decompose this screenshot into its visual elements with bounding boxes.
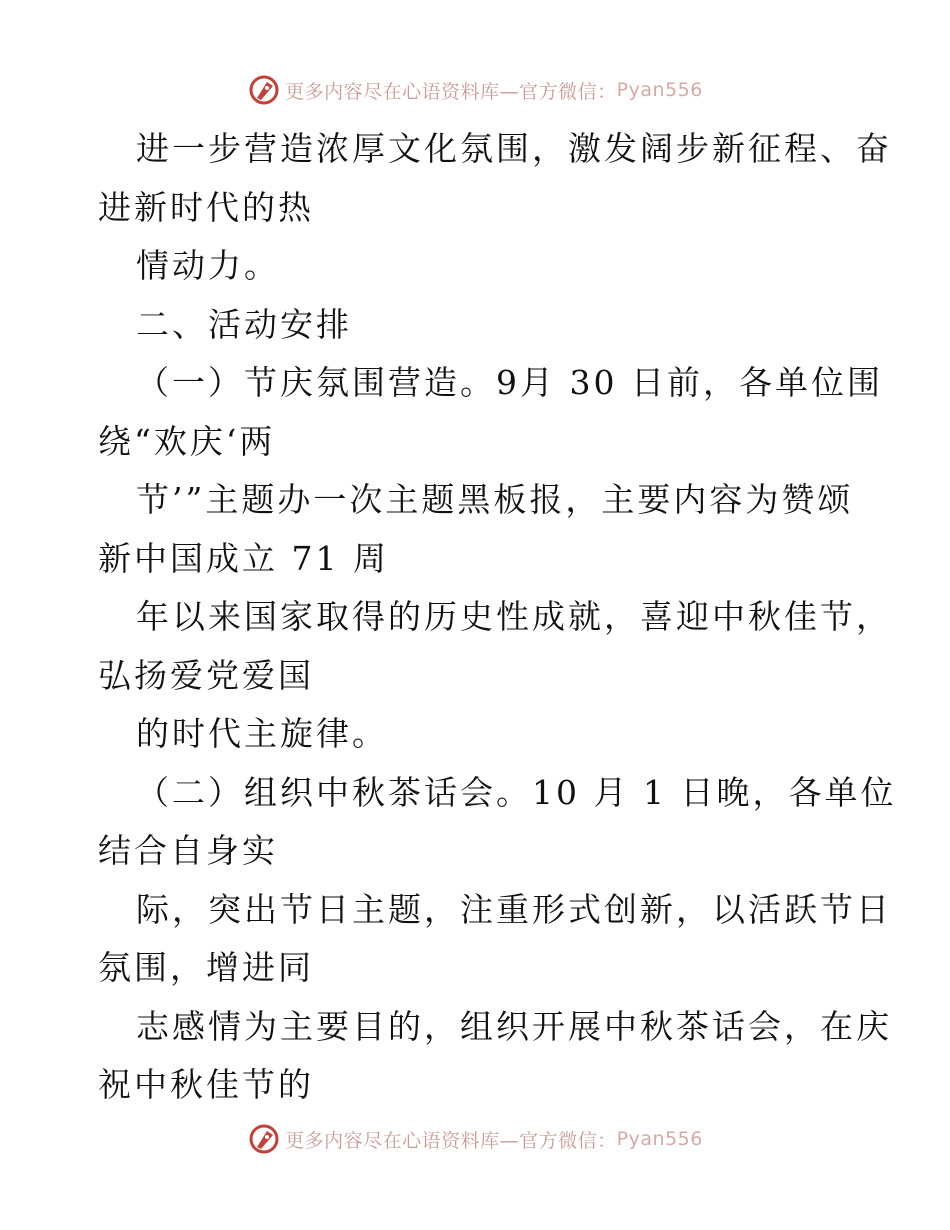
text-line: 结合自身实 [98, 831, 278, 870]
header-wechat-id: Pyan556 [616, 79, 703, 101]
text-line: 新中国成立 71 周 [98, 538, 389, 578]
pen-nib-logo-icon [247, 73, 281, 107]
text-line: 情动力。 [136, 246, 280, 285]
text-line: 的时代主旋律。 [136, 714, 388, 753]
text-line: 绕“欢庆‘两 [98, 421, 276, 461]
text-line: （二）组织中秋茶话会。10 月 1 日晚，各单位 [136, 772, 897, 812]
text-line: 氛围，增进同 [98, 948, 314, 987]
footer-watermark-text: 更多内容尽在心语资料库—官方微信： [285, 1129, 617, 1152]
text-line: 祝中秋佳节的 [98, 1065, 314, 1104]
text-line: 志感情为主要目的，组织开展中秋茶话会，在庆 [136, 1006, 892, 1046]
text-line: （一）节庆氛围营造。9月 30 日前，各单位围 [136, 363, 883, 402]
text-line: 际，突出节日主题，注重形式创新，以活跃节日 [136, 889, 892, 929]
footer-watermark [0, 1119, 950, 1159]
header-watermark-text: 更多内容尽在心语资料库—官方微信： [285, 80, 617, 103]
pen-nib-logo-icon [247, 1122, 281, 1156]
footer-wechat-id: Pyan556 [616, 1128, 703, 1150]
text-line: 弘扬爱党爱国 [98, 655, 314, 695]
text-line: 节’”主题办一次主题黑板报，主要内容为赞颂 [136, 480, 854, 519]
text-line: 年以来国家取得的历史性成就，喜迎中秋佳节， [136, 597, 892, 636]
text-line: 进一步营造浓厚文化氛围，激发阔步新征程、奋 [136, 129, 892, 168]
text-line: 进新时代的热 [98, 187, 314, 227]
header-watermark [0, 70, 950, 110]
document-body [98, 120, 897, 1115]
section-heading: 二、活动安排 [136, 304, 352, 344]
